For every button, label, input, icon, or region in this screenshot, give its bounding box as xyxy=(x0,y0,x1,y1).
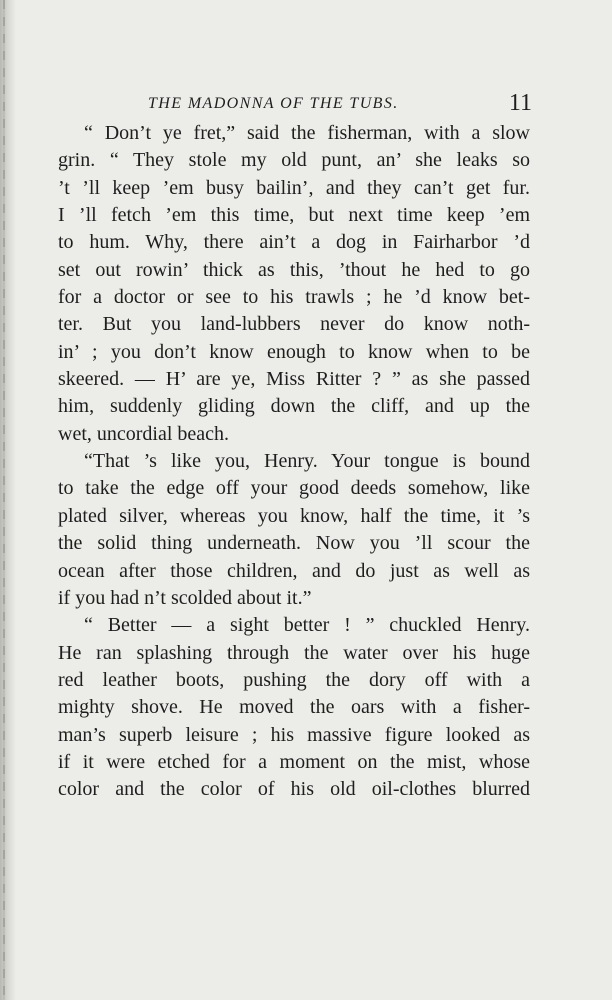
text-line: “ Better — a sight better ! ” chuckled Henry. xyxy=(84,614,530,637)
text-line: the solid thing underneath. Now you ’ll scour the xyxy=(58,532,530,555)
text-line: set out rowin’ thick as this, ’thout he hed to go xyxy=(58,258,530,281)
text-line: to take the edge off your good deeds somehow, like xyxy=(58,477,530,500)
text-line: if you had n’t scolded about it.” xyxy=(58,586,312,609)
text-line: “That ’s like you, Henry. Your tongue is bound xyxy=(84,450,530,473)
text-line: I ’ll fetch ’em this time, but next time keep ’em xyxy=(58,204,530,227)
text-line: if it were etched for a moment on the mist, whose xyxy=(58,750,530,773)
text-line: him, suddenly gliding down the cliff, and up the xyxy=(58,395,530,418)
text-line: mighty shove. He moved the oars with a fisher- xyxy=(58,696,530,719)
text-line: to hum. Why, there ain’t a dog in Fairharbor ’d xyxy=(58,231,530,254)
text-line: skeered. — H’ are ye, Miss Ritter ? ” as she passed xyxy=(58,368,530,391)
text-line: for a doctor or see to his trawls ; he ’d know bet- xyxy=(58,286,530,309)
text-line: ter. But you land-lubbers never do know noth- xyxy=(58,313,530,336)
page-binding-edge xyxy=(3,0,5,1000)
text-line: red leather boots, pushing the dory off with a xyxy=(58,668,530,691)
page-number: 11 xyxy=(508,90,532,116)
text-line: “ Don’t ye fret,” said the fisherman, with a slow xyxy=(84,122,530,144)
text-line: He ran splashing through the water over his huge xyxy=(58,641,530,664)
text-line: color and the color of his old oil-clothes blurred xyxy=(58,778,530,801)
body-text xyxy=(58,120,530,804)
text-line: plated silver, whereas you know, half the time, it ’s xyxy=(58,504,530,527)
running-head xyxy=(58,90,532,123)
running-title: THE MADONNA OF THE TUBS. xyxy=(148,95,399,112)
text-line: ocean after those children, and do just as well as xyxy=(58,559,530,582)
text-line: man’s superb leisure ; his massive figure looked as xyxy=(58,723,530,746)
text-line: in’ ; you don’t know enough to know when to be xyxy=(58,340,530,363)
text-line: ’t ’ll keep ’em busy bailin’, and they can’t get fur. xyxy=(58,176,530,199)
text-line: grin. “ They stole my old punt, an’ she leaks so xyxy=(58,149,530,172)
text-line: wet, uncordial beach. xyxy=(58,422,230,445)
